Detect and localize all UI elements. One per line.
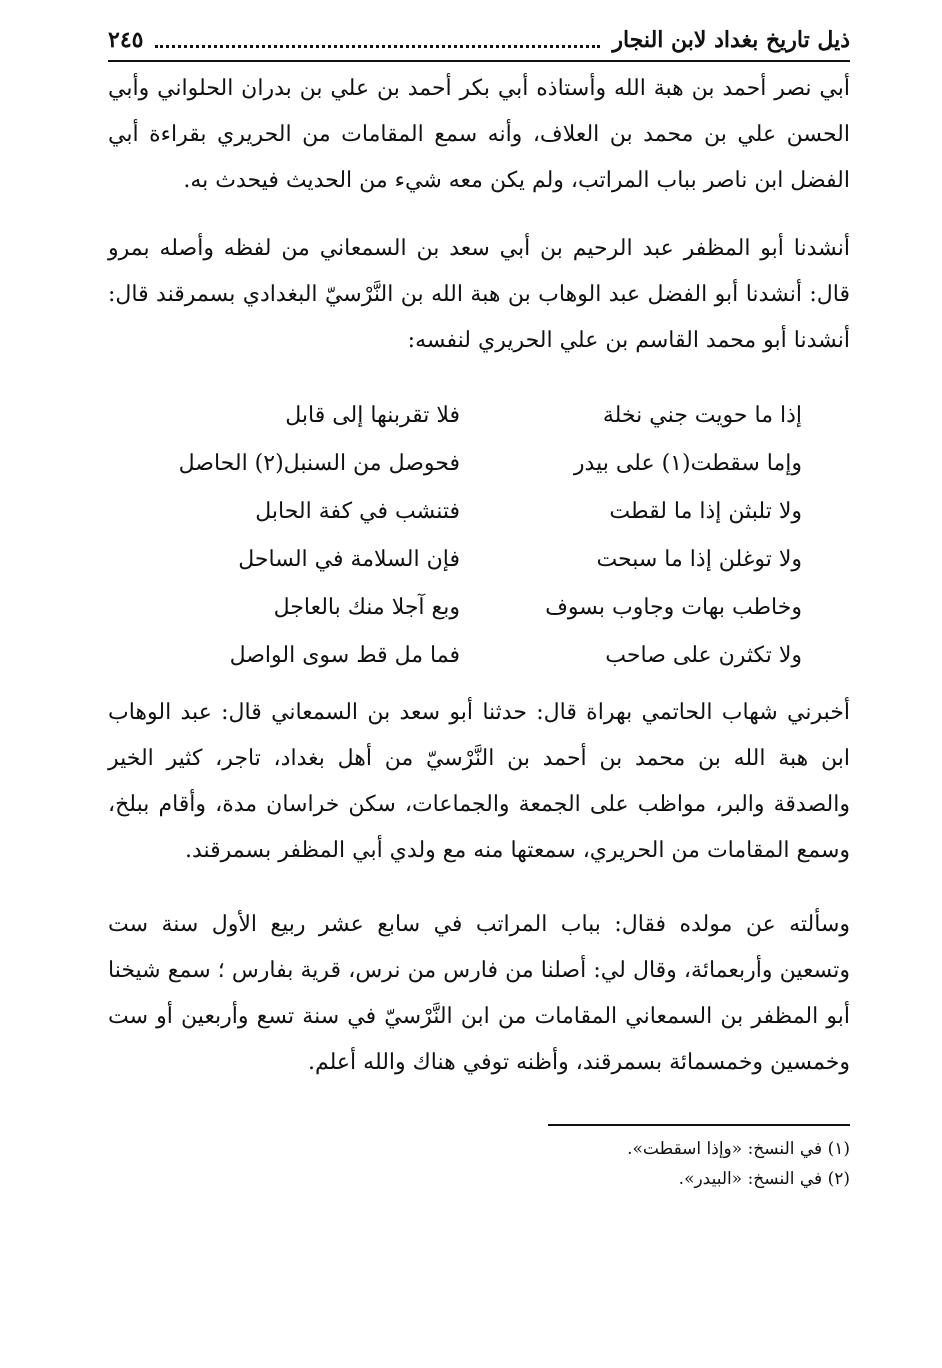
verse-first-hemistich: إذا ما حويت جني نخلة <box>602 403 802 428</box>
paragraph-2: أنشدنا أبو المظفر عبد الرحيم بن أبي سعد بن السمعاني من لفظه وأصله بمرو قال: أنشدنا أبو الفضل عبد الوهاب بن هبة الله بن النَّرْسيّ البغدادي بسمرقند قال: أنشدنا أبو محمد القاسم بن علي الحريري لنفسه: <box>108 236 850 353</box>
footnote-2: (٢) في النسخ: «البيدر». <box>678 1169 850 1189</box>
verse-line <box>160 584 802 632</box>
verse-line <box>160 488 802 536</box>
header-rule <box>108 60 850 62</box>
verse-first-hemistich: وخاطب بهات وجاوب بسوف <box>545 595 802 620</box>
verse-line <box>160 536 802 584</box>
verse-second-hemistich: فحوصل من السنبل(٢) الحاصل <box>178 451 460 476</box>
poem <box>160 392 802 680</box>
verse-second-hemistich: فإن السلامة في الساحل <box>238 547 460 572</box>
paragraph-3: أخبرني شهاب الحاتمي بهراة قال: حدثنا أبو سعد بن السمعاني قال: عبد الوهاب ابن هبة الله بن محمد بن أحمد بن النَّرْسيّ من أهل بغداد، تاجر، كثير الخير والصدقة والبر، مواظب على الجمعة والجماعات، سكن خراسان مدة، وأقام ببلخ، وسمع المقامات من الحريري، سمعتها منه مع ولدي أبي المظفر بسمرقند. <box>108 700 850 863</box>
verse-first-hemistich: وإما سقطت(١) على بيدر <box>573 451 802 476</box>
page-number: ٢٤٥ <box>108 27 144 53</box>
verse-line <box>160 632 802 680</box>
running-header <box>108 22 850 58</box>
verse-second-hemistich: وبع آجلا منك بالعاجل <box>273 595 460 620</box>
verse-second-hemistich: فتنشب في كفة الحابل <box>255 499 460 524</box>
leader-dots <box>155 45 600 48</box>
verse-first-hemistich: ولا توغلن إذا ما سبحت <box>596 547 802 572</box>
verse-line <box>160 440 802 488</box>
verse-second-hemistich: فلا تقربنها إلى قابل <box>285 403 460 428</box>
paragraph-1: أبي نصر أحمد بن هبة الله وأستاذه أبي بكر أحمد بن علي بن بدران الحلواني وأبي الحسن علي بن محمد بن العلاف، وأنه سمع المقامات من الحريري بقراءة أبي الفضل ابن ناصر بباب المراتب، ولم يكن معه شيء من الحديث فيحدث به. <box>108 76 850 193</box>
verse-first-hemistich: ولا تلبثن إذا ما لقطت <box>609 499 802 524</box>
running-title: ذيل تاريخ بغداد لابن النجار <box>612 27 850 53</box>
verse-line <box>160 392 802 440</box>
verse-first-hemistich: ولا تكثرن على صاحب <box>605 643 802 668</box>
paragraph-4: وسألته عن مولده فقال: بباب المراتب في سابع عشر ربيع الأول سنة ست وتسعين وأربعمائة، وقال لي: أصلنا من فارس من نرس، قرية بفارس ؛ سمع شيخنا أبو المظفر بن السمعاني المقامات من ابن النَّرْسيّ في سنة تسع وأربعين أو ست وخمسين وخمسمائة بسمرقند، وأظنه توفي هناك والله أعلم. <box>108 912 850 1075</box>
footnote-rule <box>548 1124 850 1126</box>
footnote-1: (١) في النسخ: «وإذا اسقطت». <box>627 1139 850 1159</box>
verse-second-hemistich: فما مل قط سوى الواصل <box>229 643 460 668</box>
